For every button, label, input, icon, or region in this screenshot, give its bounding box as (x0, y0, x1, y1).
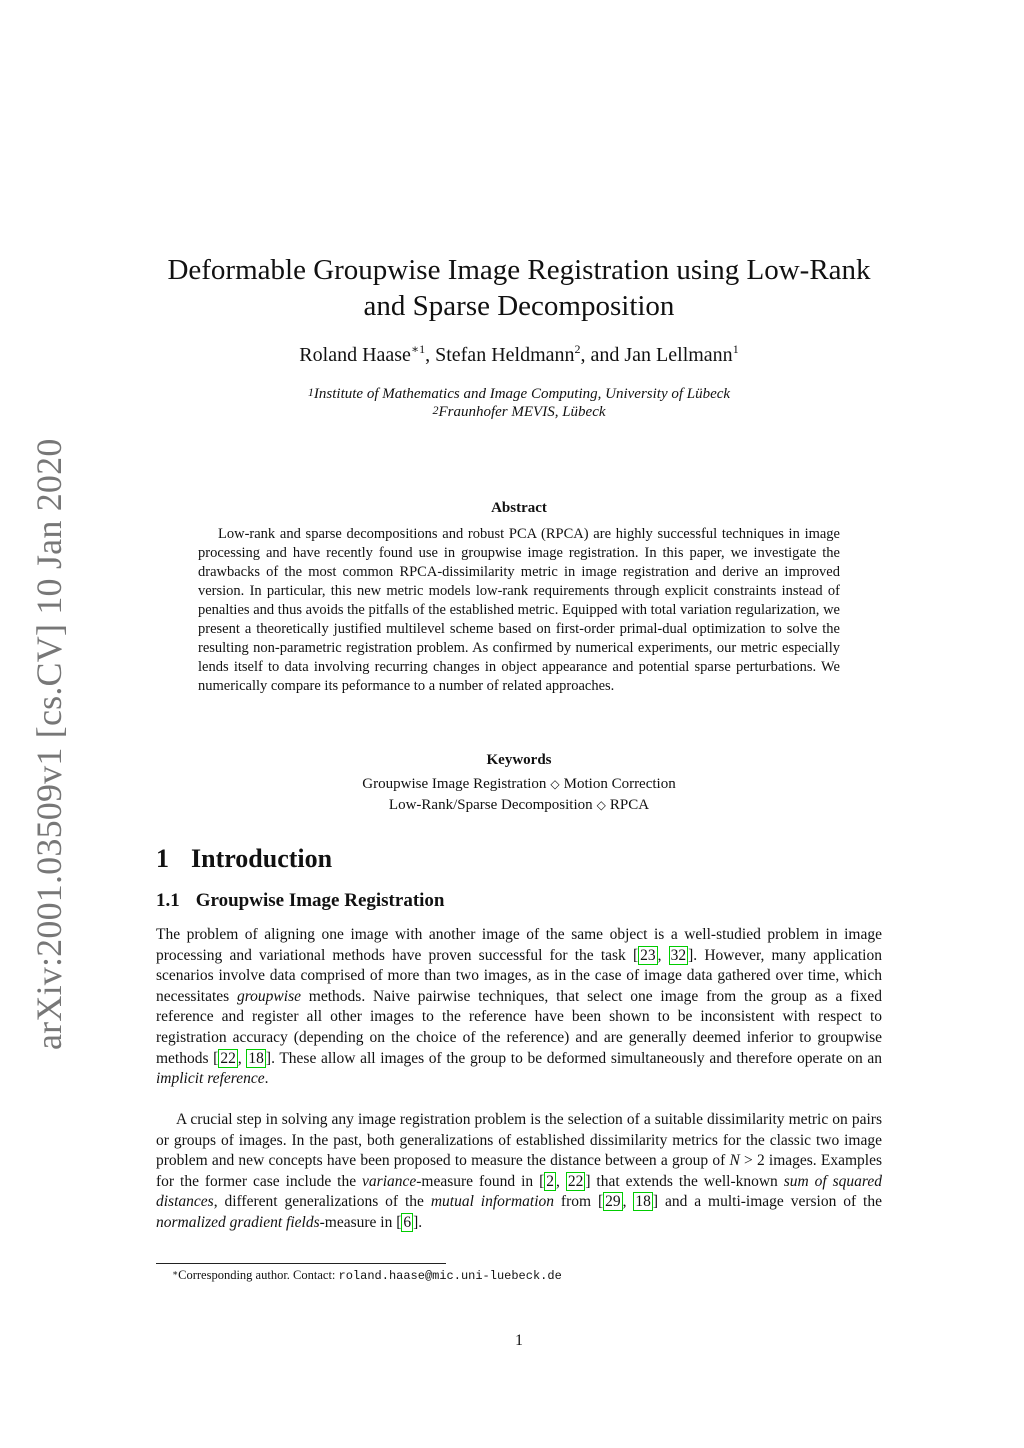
affiliation-1-marker: 1 (307, 385, 314, 399)
footnote-email-link[interactable]: roland.haase@mic.uni-luebeck.de (338, 1269, 562, 1283)
author-3-marker: 1 (732, 342, 739, 356)
section-title: Introduction (191, 844, 333, 873)
keywords-line-2 (156, 797, 882, 814)
citation-link[interactable]: 22 (220, 1049, 236, 1067)
affiliation-2-marker: 2 (432, 403, 439, 417)
subsection-number: 1.1 (156, 890, 180, 911)
text-run: methods. Naive pairwise techniques, that select one image from the group as a fixed reference and register all other images to the reference have been shown to be inconsistent with respect to registration accuracy (depending on the choice of the reference) and are generally deemed inferior to groupwise methods [ (156, 987, 882, 1067)
citation-link[interactable]: 29 (605, 1193, 621, 1211)
paragraph-1 (156, 925, 882, 1090)
text-run: A crucial step in solving any image registration problem is the selection of a suitable dissimilarity metric on pairs or groups of images. In the past, both generalizations of established dissimilarity metrics for the classic two image problem and new concepts have been proposed to measure the distance between a group of (156, 1111, 882, 1170)
text-run: -measure in [ (319, 1213, 402, 1231)
author-2-marker: 2 (574, 342, 581, 356)
arxiv-identifier: arXiv:2001.03509v1 [cs.CV] 10 Jan 2020 (29, 438, 69, 1050)
text-run: ] and a multi-image version of the (652, 1193, 882, 1211)
keywords-line-1 (156, 776, 882, 793)
text-run: , different generalizations of the (213, 1193, 431, 1211)
emphasis: sum of squared distances (156, 1172, 883, 1211)
keyword-1: Groupwise Image Registration (362, 776, 547, 792)
text-run: , (622, 1193, 634, 1211)
section-heading (156, 844, 332, 874)
subsection-heading (156, 890, 445, 912)
text-run: ]. However, many application scenarios involve data comprised of more than two images, as in the case of image data gathered over time, which necessitates (156, 946, 882, 1005)
citation-link[interactable]: 32 (670, 946, 687, 964)
author-1: Roland Haase (299, 344, 411, 366)
emphasis: variance (362, 1172, 417, 1190)
diamond-separator-icon: ◇ (596, 798, 606, 812)
keyword-3: Low-Rank/Sparse Decomposition (388, 797, 593, 813)
affiliation-2 (156, 403, 882, 421)
title-line-2: and Sparse Decomposition (363, 290, 675, 322)
keywords-heading: Keywords (486, 752, 552, 768)
author-2: , Stefan Heldmann (425, 344, 575, 366)
diamond-separator-icon: ◇ (550, 777, 560, 791)
affiliation-2-text: Fraunhofer MEVIS, Lübeck (438, 404, 606, 420)
abstract-body: Low-rank and sparse decompositions and robust PCA (RPCA) are highly successful techniques in image processing and have recently found use in groupwise image registration. In this paper, we investigate the drawbacks of the most common RPCA-dissimilarity metric in image registration and derive an improved version. In particular, this new metric models low-rank requirements through explicit constraints instead of penalties and thus avoids the pitfalls of the established metric. Equipped with total variation regularization, we present a theoretically justified multilevel scheme based on first-order primal-dual optimization to solve the resulting non-parametric registration problem. As confirmed by numerical experiments, our metric especially lends itself to data involving recurring changes in object appearance and potential sparse perturbations. We numerically compare its peformance to a number of related approaches. (198, 526, 840, 694)
citation-link[interactable]: 23 (640, 946, 656, 964)
emphasis: normalized gradient fields (156, 1213, 320, 1231)
paper-title (156, 252, 882, 324)
math-variable: N (729, 1152, 740, 1170)
author-3: , and Jan Lellmann (580, 344, 733, 366)
keyword-2: Motion Correction (563, 776, 676, 792)
subsection-title: Groupwise Image Registration (195, 890, 445, 911)
emphasis: mutual information (430, 1193, 555, 1211)
text-run: , (237, 1049, 247, 1067)
text-run: ]. These allow all images of the group to be deformed simultaneously and therefore operate on an (265, 1049, 883, 1067)
text-run: . (264, 1070, 269, 1088)
affiliations (156, 385, 882, 421)
affiliation-1-text: Institute of Mathematics and Image Computing, University of Lübeck (313, 386, 731, 402)
footnote-rule (156, 1263, 446, 1264)
text-run: ] that extends the well-known (585, 1172, 784, 1190)
author-list (156, 344, 882, 367)
abstract-heading: Abstract (491, 500, 547, 516)
footnote-marker: ∗ (172, 1268, 179, 1278)
author-1-marker: ∗1 (410, 342, 426, 356)
footnote-text: Corresponding author. Contact: (178, 1268, 339, 1282)
text-run: -measure found in [ (416, 1172, 545, 1190)
text-run: , (556, 1172, 566, 1190)
emphasis: groupwise (236, 987, 301, 1005)
text-run: ]. (413, 1213, 423, 1231)
citation-link[interactable]: 22 (567, 1172, 584, 1190)
paragraph-2 (156, 1110, 882, 1234)
citation-link[interactable]: 18 (248, 1049, 264, 1067)
citation-link[interactable]: 18 (635, 1193, 651, 1211)
citation-link[interactable]: 2 (546, 1172, 555, 1190)
section-number: 1 (156, 844, 169, 873)
affiliation-1 (156, 385, 882, 403)
text-run: > 2 images. Examples for the former case include the (156, 1152, 882, 1190)
text-run: from [ (554, 1193, 604, 1211)
footnote (172, 1268, 562, 1283)
emphasis: implicit reference (156, 1070, 265, 1088)
text-run: The problem of aligning one image with another image of the same object is a well-studied problem in image processing and variational methods have proven successful for the task [ (156, 926, 882, 964)
title-line-1: Deformable Groupwise Image Registration using Low-Rank (167, 254, 871, 286)
keyword-4: RPCA (609, 797, 650, 813)
page-number: 1 (515, 1332, 523, 1349)
citation-link[interactable]: 6 (403, 1213, 412, 1231)
text-run: , (657, 946, 669, 964)
